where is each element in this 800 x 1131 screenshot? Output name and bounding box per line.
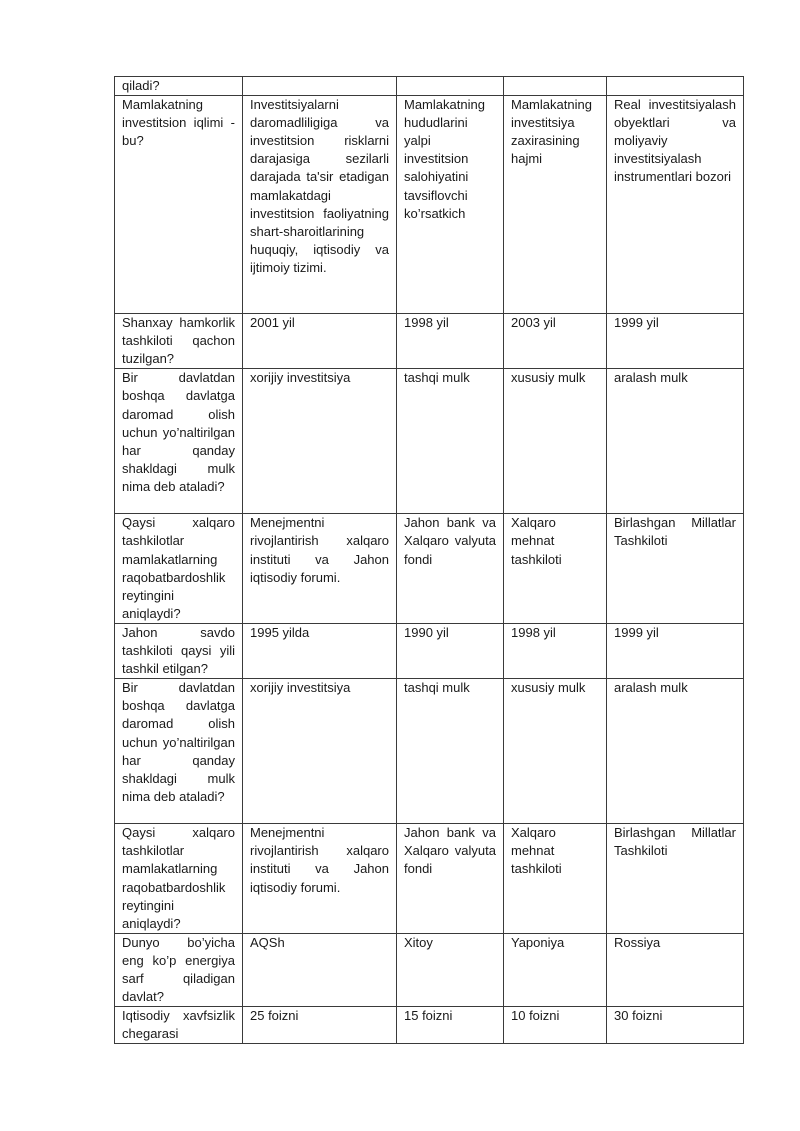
table-row bbox=[115, 623, 744, 678]
question-cell: Qaysi xalqaro tashkilotlar mamlakatlarning raqobatbardoshlik reytingini aniqlaydi? bbox=[115, 824, 243, 934]
table-row bbox=[115, 1007, 744, 1044]
question-cell: Shanxay hamkorlik tashkiloti qachon tuzilgan? bbox=[115, 314, 243, 369]
answer-c-cell: Mamlakatning investitsiya zaxirasining hajmi bbox=[504, 96, 607, 314]
answer-a-cell bbox=[243, 77, 397, 96]
answer-a-cell: Investitsiyalarni daromadliligiga va investitsion risklarni darajasiga sezilarli darajada ta'sir etadigan mamlakatdagi investitsion faoliyatning shart-sharoitlarining huquqiy, iqtisodiy va ijtimoiy tizimi. bbox=[243, 96, 397, 314]
answer-a-cell: Menejmentni rivojlantirish xalqaro instituti va Jahon iqtisodiy forumi. bbox=[243, 514, 397, 624]
answer-a-cell: Menejmentni rivojlantirish xalqaro instituti va Jahon iqtisodiy forumi. bbox=[243, 824, 397, 934]
answer-b-cell: 1998 yil bbox=[397, 314, 504, 369]
answer-d-cell: Rossiya bbox=[607, 933, 744, 1006]
answer-c-cell: Xalqaro mehnat tashkiloti bbox=[504, 824, 607, 934]
answer-c-cell: Xalqaro mehnat tashkiloti bbox=[504, 514, 607, 624]
quiz-table bbox=[114, 76, 744, 1044]
question-cell: Bir davlatdan boshqa davlatga daromad olish uchun yo’naltirilgan har qanday shakldagi mulk nima deb ataladi? bbox=[115, 369, 243, 514]
answer-b-cell: Jahon bank va Xalqaro valyuta fondi bbox=[397, 824, 504, 934]
answer-c-cell: 10 foizni bbox=[504, 1007, 607, 1044]
answer-a-cell: 1995 yilda bbox=[243, 623, 397, 678]
answer-a-cell: AQSh bbox=[243, 933, 397, 1006]
answer-a-cell: xorijiy investitsiya bbox=[243, 679, 397, 824]
answer-b-cell bbox=[397, 77, 504, 96]
answer-d-cell: Birlashgan Millatlar Tashkiloti bbox=[607, 514, 744, 624]
question-cell: Jahon savdo tashkiloti qaysi yili tashkil etilgan? bbox=[115, 623, 243, 678]
answer-c-cell: xususiy mulk bbox=[504, 679, 607, 824]
question-cell: Qaysi xalqaro tashkilotlar mamlakatlarning raqobatbardoshlik reytingini aniqlaydi? bbox=[115, 514, 243, 624]
answer-b-cell: 15 foizni bbox=[397, 1007, 504, 1044]
question-cell: Bir davlatdan boshqa davlatga daromad olish uchun yo’naltirilgan har qanday shakldagi mulk nima deb ataladi? bbox=[115, 679, 243, 824]
answer-c-cell bbox=[504, 77, 607, 96]
answer-a-cell: 2001 yil bbox=[243, 314, 397, 369]
answer-a-cell: 25 foizni bbox=[243, 1007, 397, 1044]
answer-b-cell: tashqi mulk bbox=[397, 679, 504, 824]
answer-b-cell: 1990 yil bbox=[397, 623, 504, 678]
answer-d-cell: 1999 yil bbox=[607, 623, 744, 678]
question-cell: Dunyo bo’yicha eng ko’p energiya sarf qiladigan davlat? bbox=[115, 933, 243, 1006]
answer-d-cell: aralash mulk bbox=[607, 679, 744, 824]
table-row bbox=[115, 679, 744, 824]
answer-c-cell: Yaponiya bbox=[504, 933, 607, 1006]
question-cell: qiladi? bbox=[115, 77, 243, 96]
table-row bbox=[115, 369, 744, 514]
answer-d-cell: Real investitsiyalash obyektlari va moliyaviy investitsiyalash instrumentlari bozori bbox=[607, 96, 744, 314]
table-row bbox=[115, 824, 744, 934]
table-row bbox=[115, 96, 744, 314]
table-row bbox=[115, 77, 744, 96]
answer-d-cell: Birlashgan Millatlar Tashkiloti bbox=[607, 824, 744, 934]
question-cell: Iqtisodiy xavfsizlik chegarasi bbox=[115, 1007, 243, 1044]
answer-d-cell: 1999 yil bbox=[607, 314, 744, 369]
answer-a-cell: xorijiy investitsiya bbox=[243, 369, 397, 514]
answer-c-cell: 2003 yil bbox=[504, 314, 607, 369]
table-row bbox=[115, 314, 744, 369]
table-row bbox=[115, 514, 744, 624]
answer-b-cell: tashqi mulk bbox=[397, 369, 504, 514]
answer-d-cell bbox=[607, 77, 744, 96]
answer-c-cell: xususiy mulk bbox=[504, 369, 607, 514]
answer-b-cell: Xitoy bbox=[397, 933, 504, 1006]
answer-c-cell: 1998 yil bbox=[504, 623, 607, 678]
table-row bbox=[115, 933, 744, 1006]
answer-d-cell: aralash mulk bbox=[607, 369, 744, 514]
question-cell: Mamlakatning investitsion iqlimi - bu? bbox=[115, 96, 243, 314]
answer-b-cell: Jahon bank va Xalqaro valyuta fondi bbox=[397, 514, 504, 624]
answer-b-cell: Mamlakatning hududlarini yalpi investitsion salohiyatini tavsiflovchi ko’rsatkich bbox=[397, 96, 504, 314]
answer-d-cell: 30 foizni bbox=[607, 1007, 744, 1044]
